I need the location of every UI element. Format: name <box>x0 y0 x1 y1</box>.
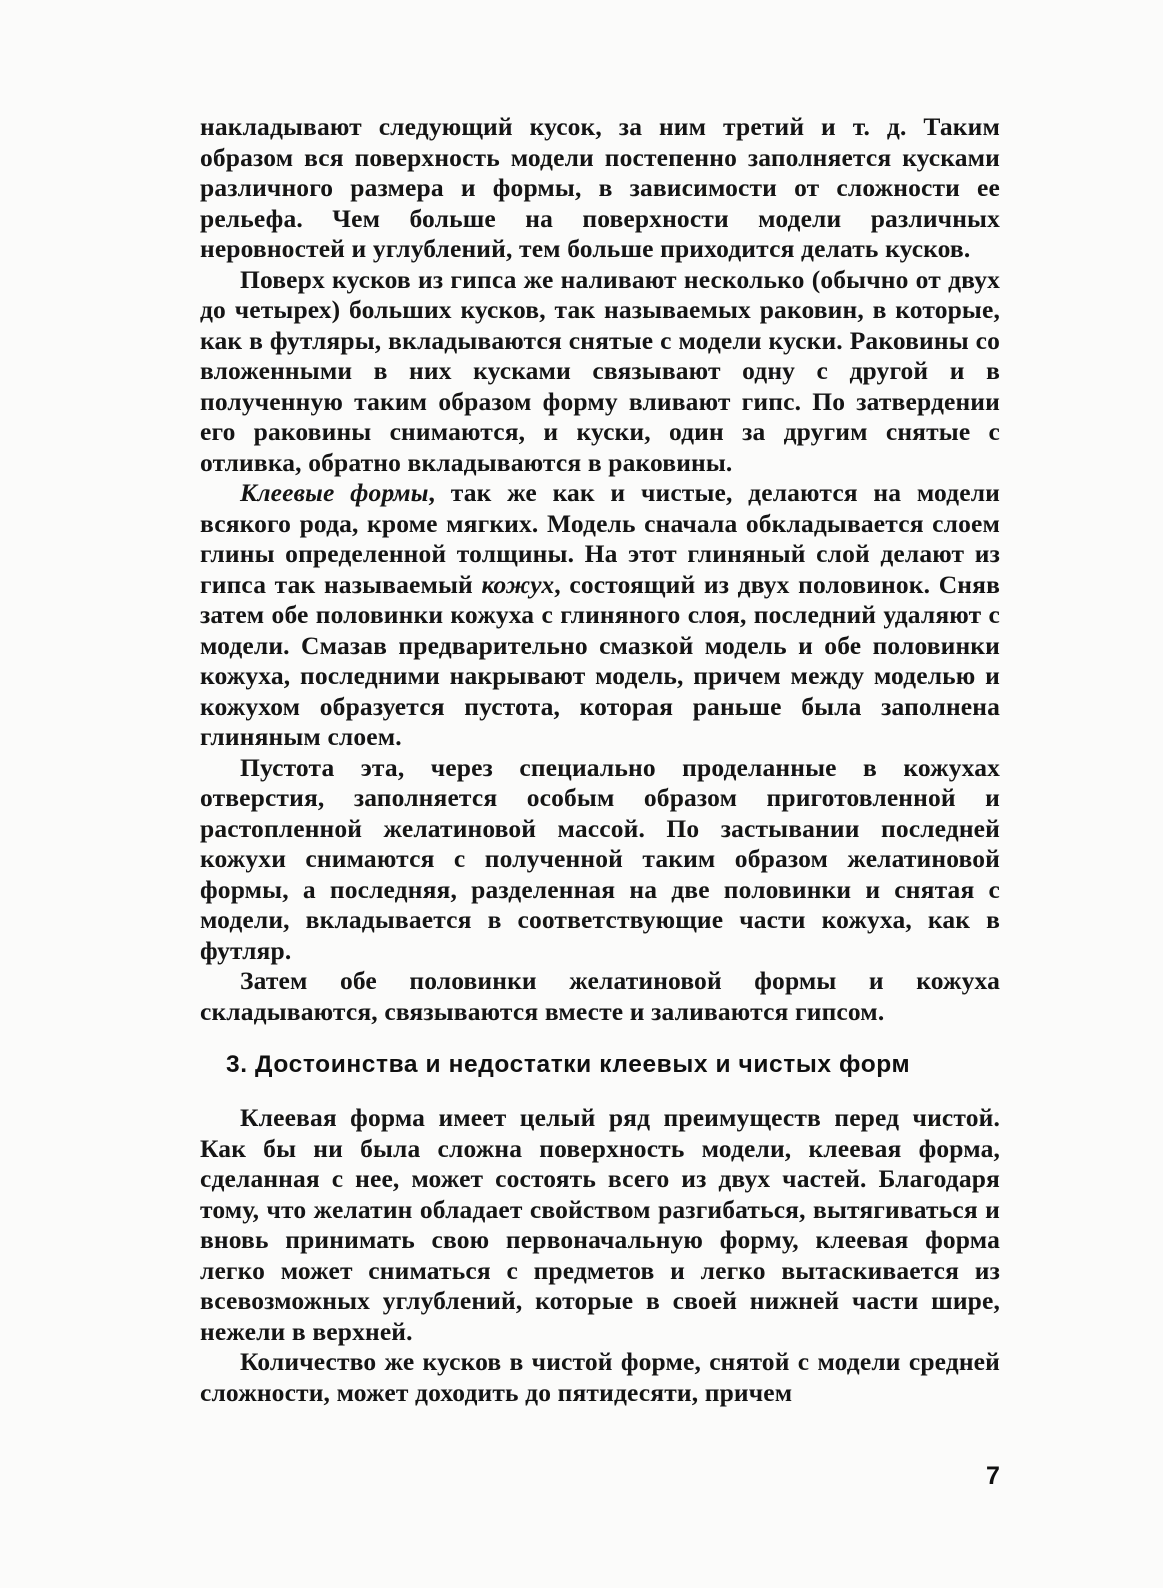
paragraph-5: Затем обе половинки желатиновой формы и кожуха складываются, связываются вместе и заливаются гипсом. <box>200 966 1000 1026</box>
paragraph-7: Количество же кусков в чистой форме, снятой с модели средней сложности, может доходить до пятидесяти, причем <box>200 1347 1000 1407</box>
paragraph-4: Пустота эта, через специально проделанные в кожухах отверстия, заполняется особым образом приготовленной и растопленной желатиновой массой. По застывании последней кожухи снимаются с полученной таким образом желатиновой формы, а последняя, разделенная на две половинки и снятая с модели, вкладывается в соответствующие части кожуха, как в футляр. <box>200 752 1000 965</box>
paragraph-1: накладывают следующий кусок, за ним третий и т. д. Таким образом вся поверхность модели постепенно заполняется кусками различного размера и формы, в зависимости от сложности ее рельефа. Чем больше на поверхности модели различных неровностей и углублений, тем больше приходится делать кусков. <box>200 112 1000 263</box>
body-text-lower <box>200 1103 1000 1408</box>
term-kozhukh: кожух <box>481 569 555 599</box>
paragraph-6: Клеевая форма имеет целый ряд преимуществ перед чистой. Как бы ни была сложна поверхность модели, клеевая форма, сделанная с нее, может состоять всего из двух частей. Благодаря тому, что желатин обладает свойством разгибаться, вытягиваться и вновь принимать свою первоначальную форму, клеевая форма легко может сниматься с предметов и легко вытаскивается из всевозможных углублений, которые в своей нижней части шире, нежели в верхней. <box>200 1103 1000 1346</box>
body-text-upper <box>200 112 1000 1027</box>
paragraph-3 <box>200 478 1000 753</box>
paragraph-3-part-b: , состоящий из двух половинок. Сняв затем обе половинки кожуха с глиняного слоя, последний удаляют с модели. Смазав предварительно смазкой модель и обе половинки кожуха, последними накрывают модель, причем между моделью и кожухом образуется пустота, которая раньше была заполнена глиняным слоем. <box>200 569 1000 751</box>
term-kleevye-formy: Клеевые формы <box>240 478 429 507</box>
paragraph-3-part-a: , так же как и чистые, делаются на модели всякого рода, кроме мягких. Модель сначала обкладывается слоем глины определенной толщины. На этот глиняный слой делают из гипса так называемый <box>200 478 1000 599</box>
paragraph-2: Поверх кусков из гипса же наливают несколько (обычно от двух до четырех) больших кусков, так называемых раковин, в которые, как в футляры, вкладываются снятые с модели куски. Раковины со вложенными в них кусками связывают одну с другой и в полученную таким образом форму вливают гипс. По затвердении его раковины снимаются, и куски, один за другим снятые с отливка, обратно вкладываются в раковины. <box>200 264 1000 477</box>
page-number: 7 <box>986 1462 1000 1490</box>
section-heading: 3. Достоинства и недостатки клеевых и чистых форм <box>226 1051 911 1078</box>
